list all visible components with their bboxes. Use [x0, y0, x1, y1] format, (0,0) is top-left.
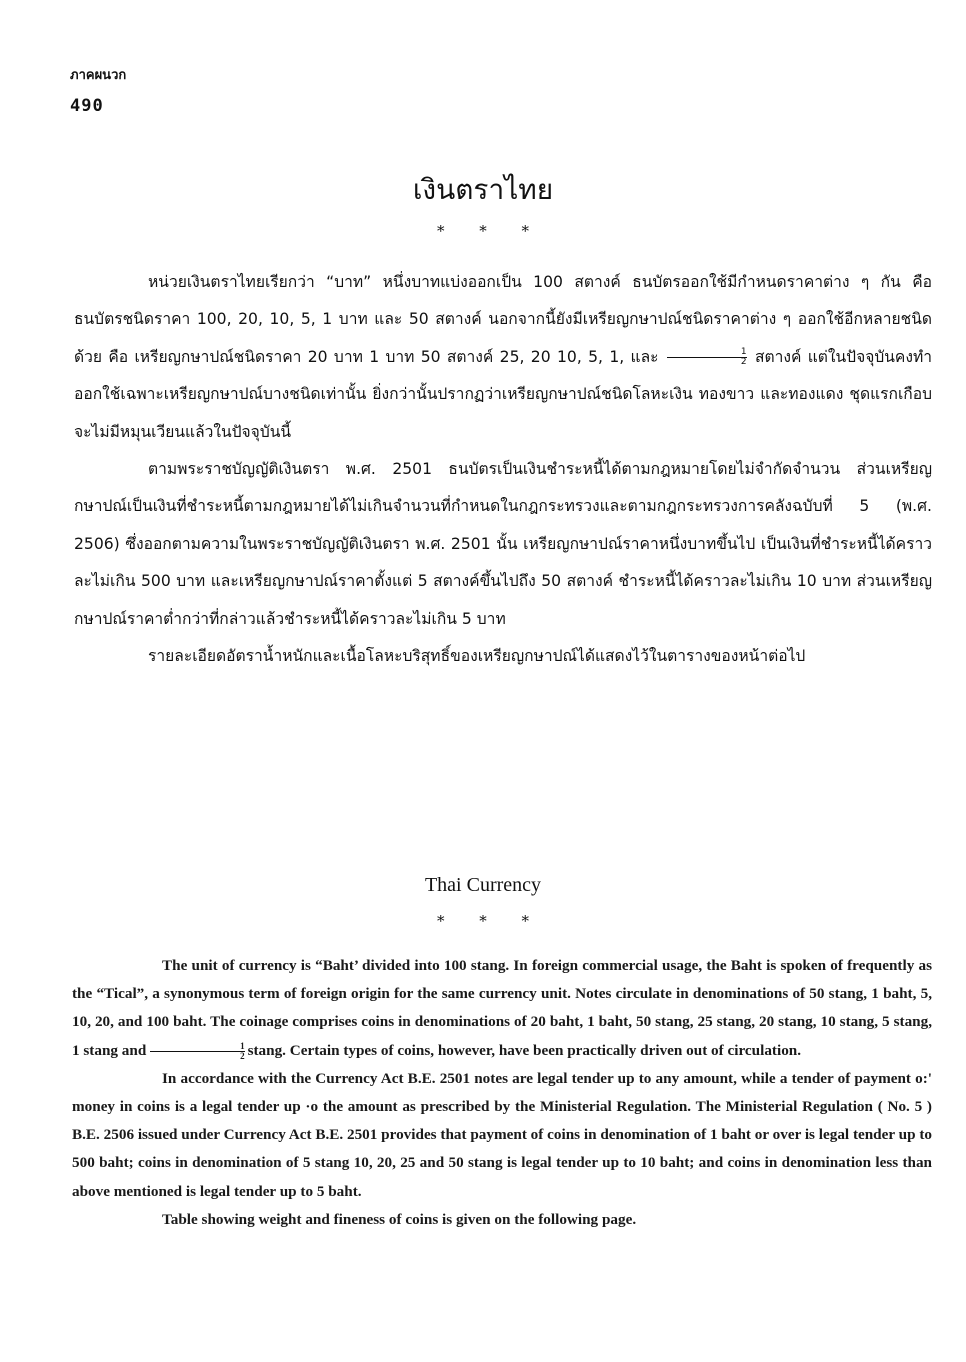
english-paragraph-3: Table showing weight and fineness of coins is given on the following page.	[162, 1210, 637, 1228]
english-paragraph-1	[72, 952, 932, 1065]
english-paragraph-2: In accordance with the Currency Act B.E. 2501 notes are legal tender up to any amount, while a tender of payment o:' money in coins is a legal tender up ·o the amount as prescribed by the Ministerial Regulation. The Ministerial Regulation ( No. 5 ) B.E. 2506 issued under Currency Act B.E. 2501 provides that payment of coins in denomination of 1 baht or over is legal tender up to 500 baht; coins in denomination of 5 stang 10, 20, 25 and 50 stang is legal tender up to 10 baht; and coins in denomination less than above mentioned is legal tender up to 5 baht.	[72, 1069, 932, 1200]
thai-paragraph-1-part-b: สตางค์ แต่ในปัจจุบันคงทำออกใช้เฉพาะเหรียญกษาปณ์บางชนิดเท่านั้น ยิ่งกว่านั้นปรากฏว่าเหรียญกษาปณ์ชนิดโลหะเงิน ทองขาว และทองแดง ชุดแรกเกือบจะไม่มีหมุนเวียนแล้วในปัจจุบันนี้	[74, 347, 932, 441]
thai-paragraph-1-part-a: หน่วยเงินตราไทยเรียกว่า “บาท” หนึ่งบาทแบ่งออกเป็น 100 สตางค์ ธนบัตรออกใช้มีกำหนดราคาต่าง ๆ กัน คือ ธนบัตรชนิดราคา 100, 20, 10, 5, 1 บาท และ 50 สตางค์ นอกจากนี้ยังมีเหรียญกษาปณ์ชนิดราคาต่าง ๆ ออกใช้อีกหลายชนิดด้วย คือ เหรียญกษาปณ์ชนิดราคา 20 บาท 1 บาท 50 สตางค์ 25, 20 10, 5, 1, และ	[74, 273, 932, 366]
fraction-numerator: 1	[667, 348, 747, 358]
appendix-label: ภาคผนวก	[70, 68, 127, 83]
thai-body	[74, 264, 932, 675]
english-section-divider: * * *	[436, 912, 530, 930]
thai-paragraph-3: รายละเอียดอัตราน้ำหนักและเนื้อโลหะบริสุทธิ์ของเหรียญกษาปณ์ได้แสดงไว้ในตารางของหน้าต่อไป	[148, 647, 806, 666]
english-paragraph-1-part-b: stang. Certain types of coins, however, have been practically driven out of circulation.	[247, 1041, 802, 1059]
english-body	[72, 952, 932, 1234]
thai-paragraph-2: ตามพระราชบัญญัติเงินตรา พ.ศ. 2501 ธนบัตรเป็นเงินชำระหนี้ได้ตามกฎหมายโดยไม่จำกัดจำนวน ส่วนเหรียญกษาปณ์เป็นเงินที่ชำระหนี้ตามกฎหมายได้ไม่เกินจำนวนที่กำหนดในกฎกระทรวงและตามกฎกระทรวงการคลังฉบับที่ 5 (พ.ศ. 2506) ซึ่งออกตามความในพระราชบัญญัติเงินตรา พ.ศ. 2501 นั้น เหรียญกษาปณ์ราคาหนึ่งบาทขึ้นไป เป็นเงินที่ชำระหนี้ได้คราวละไม่เกิน 500 บาท และเหรียญกษาปณ์ราคาตั้งแต่ 5 สตางค์ขึ้นไปถึง 50 สตางค์ ชำระหนี้ได้คราวละไม่เกิน 10 บาท ส่วนเหรียญกษาปณ์ราคาต่ำกว่าที่กล่าวแล้วชำระหนี้ได้คราวละไม่เกิน 5 บาท	[74, 460, 932, 628]
thai-paragraph-1	[74, 264, 932, 451]
half-fraction	[667, 348, 747, 367]
english-section-title: Thai Currency	[424, 874, 542, 896]
thai-section-title: เงินตราไทย	[412, 173, 554, 206]
english-half-fraction	[150, 1042, 245, 1061]
english-paragraph-1-part-a: The unit of currency is “Baht’ divided into 100 stang. In foreign commercial usage, the Baht is spoken of frequently as the “Tical”, a synonymous term of foreign origin for the same currency unit. Notes circulate in denominations of 50 stang, 1 baht, 5, 10, 20, and 100 baht. The coinage comprises coins in denominations of 20 baht, 1 baht, 50 stang, 25 stang, 20 stang, 10 stang, 5 stang, 1 stang and	[72, 957, 932, 1059]
page-number: 490	[70, 96, 104, 116]
thai-section-divider: * * *	[436, 222, 530, 240]
fraction-denominator: 2	[740, 356, 747, 367]
english-fraction-denominator: 2	[240, 1050, 245, 1061]
english-fraction-numerator: 1	[150, 1042, 245, 1052]
